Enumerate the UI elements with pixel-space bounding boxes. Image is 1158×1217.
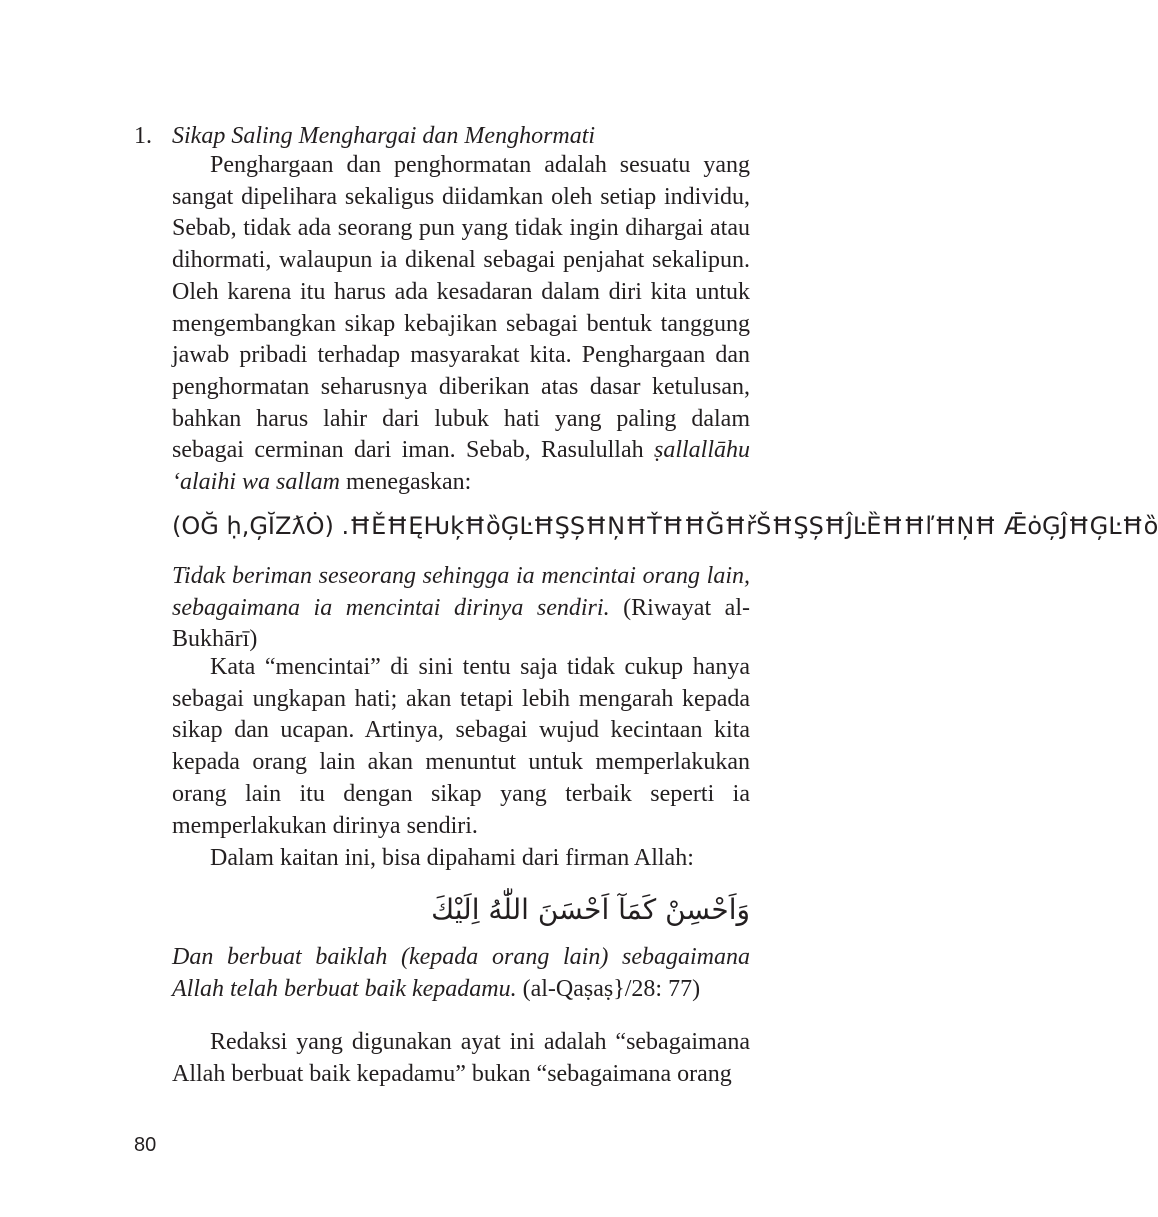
- quran-verse-arabic: وَاَحْسِنْ كَمَآ اَحْسَنَ اللّٰهُ اِلَيْكَ: [431, 893, 750, 926]
- paragraph-text: Dalam kaitan ini, bisa dipahami dari firman Allah:: [210, 845, 694, 871]
- page-number: 80: [134, 1134, 157, 1156]
- paragraph-text: Redaksi yang digunakan ayat ini adalah “sebagaimana Allah berbuat baik kepadamu” bukan “sebagaimana orang: [172, 1029, 750, 1087]
- verse-translation-block: [172, 942, 750, 1005]
- hadith-source: (Riwayat al-Bukhārī): [172, 594, 750, 653]
- hadith-translation-block: [172, 561, 750, 656]
- section-number: 1.: [134, 123, 152, 149]
- paragraph-ending: menegaskan:: [340, 469, 472, 496]
- verse-translation: Dan berbuat baiklah (kepada orang lain) sebagaimana Allah telah berbuat baik kepadamu.: [172, 944, 750, 1002]
- hadith-arabic-text: (OĞ ḥ,ĢĬZƛȮ) .ĦĚĦĘǶķĦȍĢĿĦŞȘĦŅĦŤĦĦĞĦřŠĦŞȘĦĴĿȄĦĦľĦŅĦ ǢȯĢĴĦĢĿĦȍ: [172, 512, 1158, 540]
- section-heading: [134, 120, 595, 152]
- paragraph-loving: [172, 652, 750, 842]
- paragraph-text: Kata “mencintai” di sini tentu saja tidak cukup hanya sebagai ungkapan hati; akan tetapi lebih mengarah kepada sikap dan ucapan. Artinya, sebagai wujud kecintaan kita kepada orang lain akan menuntut untuk memperlakukan orang lain itu dengan sikap yang terbaik seperti ia memperlakukan dirinya sendiri.: [172, 654, 750, 839]
- honorific-phrase: ṣallallāhu ‘alaihi wa sallam: [172, 437, 750, 496]
- paragraph-respect: [172, 150, 750, 499]
- paragraph-text: Penghargaan dan penghormatan adalah sesuatu yang sangat dipelihara sekaligus diidamkan oleh setiap individu, Sebab, tidak ada seorang pun yang tidak ingin dihargai atau dihormati, walaupun ia dikenal sebagai penjahat sekalipun. Oleh karena itu harus ada kesadaran dalam diri kita untuk mengembangkan sikap kebajikan sebagai bentuk tanggung jawab pribadi terhadap masyarakat kita. Penghargaan dan penghormatan seharusnya diberikan atas dasar ketulusan, bahkan harus lahir dari lubuk hati yang paling dalam sebagai cerminan dari iman. Sebab, Rasulullah: [172, 152, 750, 464]
- verse-source: (al-Qaṣaṣ}/28: 77): [516, 975, 701, 1002]
- hadith-translation: Tidak beriman seseorang sehingga ia mencintai orang lain, sebagaimana ia mencintai dirinya sendiri.: [172, 563, 750, 621]
- paragraph-context: [172, 843, 750, 875]
- paragraph-redaction: [172, 1027, 750, 1090]
- section-title: Sikap Saling Menghargai dan Menghormati: [172, 123, 596, 149]
